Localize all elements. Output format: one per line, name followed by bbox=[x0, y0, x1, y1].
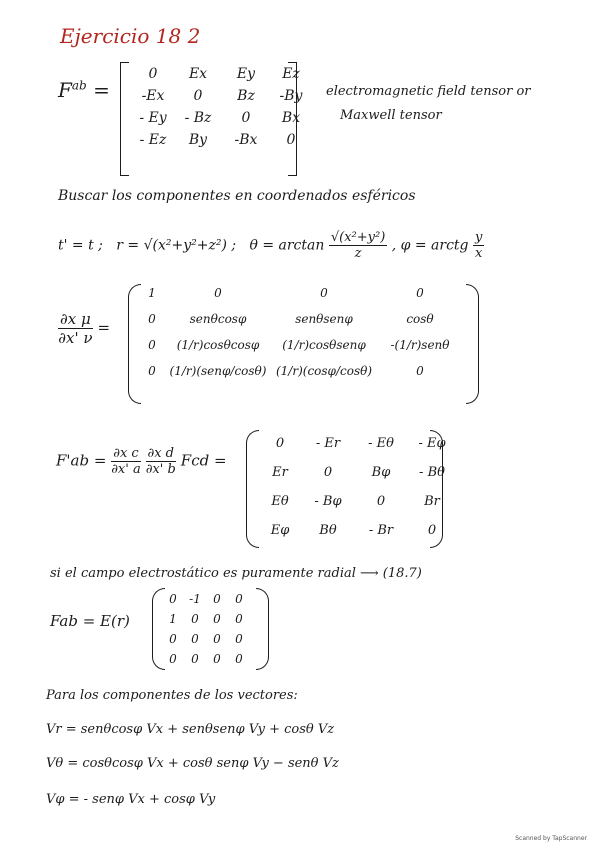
jacobian-equals: = bbox=[97, 318, 111, 337]
jacobian-cell: -(1/r)senθ bbox=[390, 338, 450, 352]
transform-cell: - Eθ bbox=[368, 436, 394, 451]
tensor-equals: = bbox=[93, 78, 110, 102]
transform-cell: Er bbox=[272, 465, 288, 480]
transform-cell: - Bφ bbox=[314, 494, 342, 509]
radial-cell: -1 bbox=[189, 592, 201, 606]
tensor-note-line2: Maxwell tensor bbox=[340, 108, 442, 123]
jacobian-cell: senθcosφ bbox=[189, 312, 247, 326]
jacobian-cell: senθsenφ bbox=[295, 312, 353, 326]
radial-cell: 0 bbox=[235, 592, 243, 606]
radial-paren-right bbox=[256, 588, 269, 670]
tensor-symbol: F bbox=[58, 78, 72, 102]
jacobian-paren-right bbox=[466, 284, 479, 404]
tensor-cell: - Bz bbox=[184, 110, 212, 126]
transform-cell: 0 bbox=[323, 465, 333, 480]
jacobian-cell: (1/r)cosθsenφ bbox=[282, 338, 366, 352]
radial-cell: 0 bbox=[235, 612, 243, 626]
radial-cell: 0 bbox=[213, 612, 221, 626]
tensor-lhs bbox=[58, 78, 110, 102]
radial-cell: 0 bbox=[169, 592, 177, 606]
coord-theta-denominator: z bbox=[354, 246, 362, 261]
jacobian-cell: (1/r)(senφ/cosθ) bbox=[169, 364, 267, 378]
coord-phi-fraction bbox=[473, 230, 484, 261]
tensor-matrix bbox=[132, 66, 312, 148]
coord-theta-fraction bbox=[329, 230, 387, 261]
jacobian-cell: 0 bbox=[148, 312, 156, 326]
vector-r-equation: Vr = senθcosφ Vx + senθsenφ Vy + cosθ Vz bbox=[46, 722, 335, 737]
transform-cell: Br bbox=[424, 494, 440, 509]
spherical-heading: Buscar los componentes en coordenados esféricos bbox=[58, 188, 416, 204]
exercise-title: Ejercicio 18 2 bbox=[60, 24, 201, 48]
radial-cell: 0 bbox=[213, 632, 221, 646]
tensor-cell: -Bx bbox=[234, 132, 258, 148]
coord-t: t' = t ; bbox=[58, 237, 103, 254]
transform-cell: Eφ bbox=[270, 523, 290, 538]
transform-cell: Eθ bbox=[271, 494, 289, 509]
tensor-cell: Ex bbox=[188, 66, 208, 82]
coord-phi-denominator: x bbox=[474, 246, 483, 261]
tensor-bracket-left bbox=[120, 62, 129, 176]
tensor-cell: By bbox=[188, 132, 208, 148]
transform-lhs: F'ab = bbox=[56, 451, 107, 470]
transform-equation bbox=[56, 446, 227, 477]
tensor-superscript: ab bbox=[71, 78, 87, 93]
tensor-cell: -Ex bbox=[141, 88, 165, 104]
tensor-cell: Ez bbox=[282, 66, 300, 82]
tensor-cell: Bx bbox=[281, 110, 301, 126]
tensor-note-line1: electromagnetic field tensor or bbox=[326, 84, 531, 99]
radial-cell: 0 bbox=[169, 652, 177, 666]
transform-cell: 0 bbox=[376, 494, 386, 509]
transform-f1-numerator: ∂x c bbox=[113, 446, 139, 461]
tensor-cell: 0 bbox=[241, 110, 251, 126]
jacobian-cell: (1/r)(cosφ/cosθ) bbox=[275, 364, 373, 378]
radial-cell: 0 bbox=[169, 632, 177, 646]
jacobian-cell: 0 bbox=[320, 286, 328, 300]
transform-cell: - Bθ bbox=[419, 465, 445, 480]
tensor-cell: Ey bbox=[236, 66, 256, 82]
radial-sentence: si el campo electrostático es puramente radial ⟶ (18.7) bbox=[50, 566, 422, 581]
transform-cell: Bφ bbox=[371, 465, 391, 480]
tensor-cell: 0 bbox=[148, 66, 158, 82]
transform-cell: 0 bbox=[427, 523, 437, 538]
coord-phi-numerator: y bbox=[474, 230, 483, 245]
transform-cell: 0 bbox=[275, 436, 285, 451]
coord-theta-numerator: √(x²+y²) bbox=[330, 230, 386, 245]
vector-theta-equation: Vθ = cosθcosφ Vx + cosθ senφ Vy − senθ Vz bbox=[46, 756, 339, 771]
transform-f1-denominator: ∂x' a bbox=[111, 462, 141, 477]
tensor-cell: -By bbox=[279, 88, 303, 104]
coord-phi-label: , φ = arctg bbox=[391, 237, 469, 254]
transform-cell: - Eφ bbox=[418, 436, 446, 451]
transform-paren-right bbox=[430, 430, 443, 548]
jacobian-numerator: ∂x μ bbox=[60, 310, 91, 328]
transform-fraction-2 bbox=[146, 446, 177, 477]
vectors-heading: Para los componentes de los vectores: bbox=[46, 688, 298, 703]
jacobian-cell: cosθ bbox=[406, 312, 434, 326]
radial-cell: 0 bbox=[213, 592, 221, 606]
radial-cell: 0 bbox=[213, 652, 221, 666]
radial-cell: 0 bbox=[235, 652, 243, 666]
transform-rhs: Fcd = bbox=[180, 451, 227, 470]
tensor-cell: Bz bbox=[237, 88, 255, 104]
transform-cell: - Br bbox=[368, 523, 394, 538]
jacobian-cell: (1/r)cosθcosφ bbox=[176, 338, 260, 352]
jacobian-denominator: ∂x' ν bbox=[58, 329, 93, 347]
tensor-cell: 0 bbox=[286, 132, 296, 148]
radial-cell: 0 bbox=[191, 652, 199, 666]
radial-cell: 0 bbox=[191, 632, 199, 646]
coord-r: r = √(x²+y²+z²) ; bbox=[116, 237, 237, 254]
transform-cell: Bθ bbox=[319, 523, 337, 538]
tensor-cell: 0 bbox=[193, 88, 203, 104]
radial-matrix bbox=[162, 592, 250, 666]
scanner-footer: Scanned by TapScanner bbox=[515, 835, 587, 842]
vector-phi-equation: Vφ = - senφ Vx + cosφ Vy bbox=[46, 792, 216, 807]
transform-cell: - Er bbox=[315, 436, 341, 451]
jacobian-lhs bbox=[58, 310, 110, 347]
jacobian-cell: 0 bbox=[214, 286, 222, 300]
jacobian-matrix bbox=[140, 286, 464, 378]
jacobian-cell: 0 bbox=[148, 338, 156, 352]
radial-lhs: Fab = E(r) bbox=[50, 612, 130, 630]
jacobian-fraction bbox=[58, 310, 93, 347]
coord-theta-label: θ = arctan bbox=[249, 237, 325, 254]
transform-matrix bbox=[258, 436, 456, 538]
jacobian-cell: 0 bbox=[148, 364, 156, 378]
tensor-cell: - Ez bbox=[139, 132, 167, 148]
transform-f2-denominator: ∂x' b bbox=[145, 462, 176, 477]
coordinate-definitions bbox=[58, 230, 484, 261]
transform-fraction-1 bbox=[111, 446, 141, 477]
transform-f2-numerator: ∂x d bbox=[147, 446, 175, 461]
tensor-cell: - Ey bbox=[139, 110, 167, 126]
radial-cell: 1 bbox=[169, 612, 177, 626]
jacobian-cell: 1 bbox=[148, 286, 156, 300]
jacobian-cell: 0 bbox=[416, 286, 424, 300]
jacobian-cell: 0 bbox=[416, 364, 424, 378]
radial-cell: 0 bbox=[235, 632, 243, 646]
radial-cell: 0 bbox=[191, 612, 199, 626]
tensor-bracket-right bbox=[288, 62, 297, 176]
